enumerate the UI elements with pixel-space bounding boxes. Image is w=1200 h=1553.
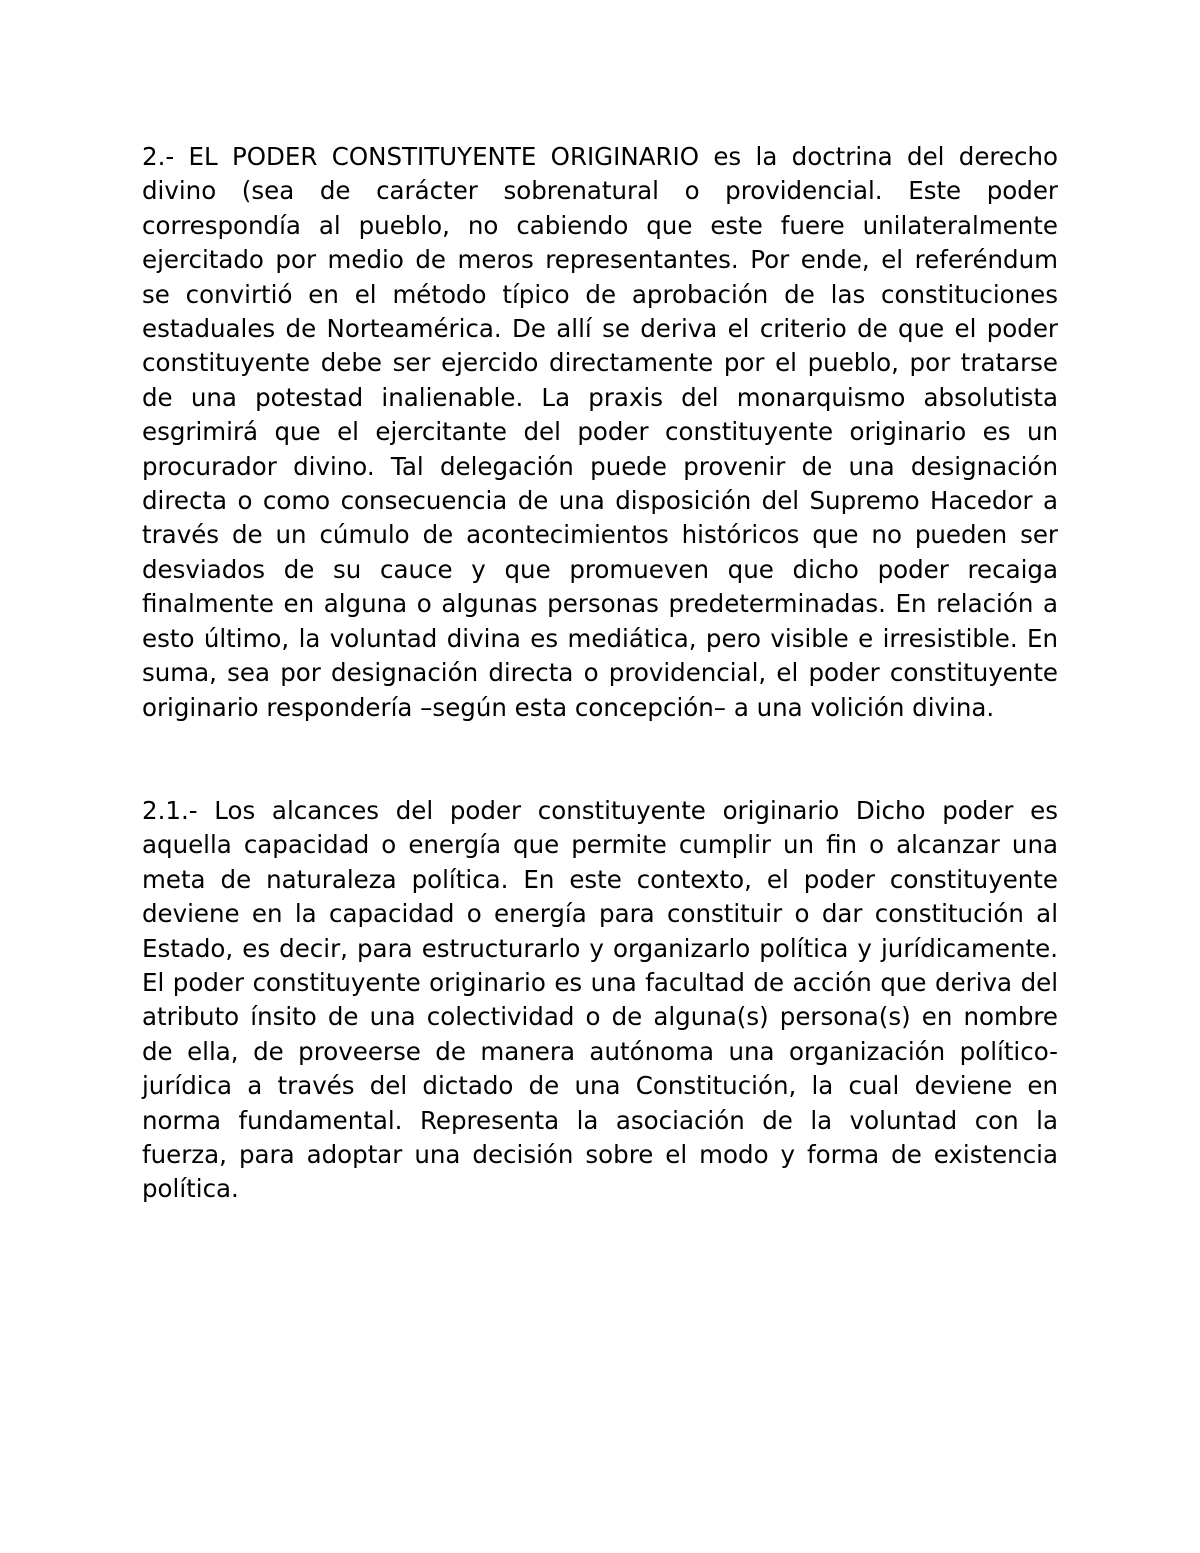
document-body (142, 140, 1058, 1207)
paragraph-poder-constituyente-originario: 2.- EL PODER CONSTITUYENTE ORIGINARIO es la doctrina del derecho divino (sea de carácter sobrenatural o providencial. Este poder correspondía al pueblo, no cabiendo que este fuere unilateralmente ejercitado por medio de meros representantes. Por ende, el referéndum se convirtió en el método típico de aprobación de las constituciones estaduales de Norteamérica. De allí se deriva el criterio de que el poder constituyente debe ser ejercido directamente por el pueblo, por tratarse de una potestad inalienable. La praxis del monarquismo absolutista esgrimirá que el ejercitante del poder constituyente originario es un procurador divino. Tal delegación puede provenir de una designación directa o como consecuencia de una disposición del Supremo Hacedor a través de un cúmulo de acontecimientos históricos que no pueden ser desviados de su cauce y que promueven que dicho poder recaiga finalmente en alguna o algunas personas predeterminadas. En relación a esto último, la voluntad divina es mediática, pero visible e irresistible. En suma, sea por designación directa o providencial, el poder constituyente originario respondería –según esta concepción– a una volición divina. (142, 142, 1058, 722)
paragraph-alcances-poder-constituyente: 2.1.- Los alcances del poder constituyente originario Dicho poder es aquella capacidad o energía que permite cumplir un fin o alcanzar una meta de naturaleza política. En este contexto, el poder constituyente deviene en la capacidad o energía para constituir o dar constitución al Estado, es decir, para estructurarlo y organizarlo política y jurídicamente. El poder constituyente originario es una facultad de acción que deriva del atributo ínsito de una colectividad o de alguna(s) persona(s) en nombre de ella, de proveerse de manera autónoma una organización político-jurídica a través del dictado de una Constitución, la cual deviene en norma fundamental. Representa la asociación de la voluntad con la fuerza, para adoptar una decisión sobre el modo y forma de existencia política. (142, 795, 1058, 1204)
